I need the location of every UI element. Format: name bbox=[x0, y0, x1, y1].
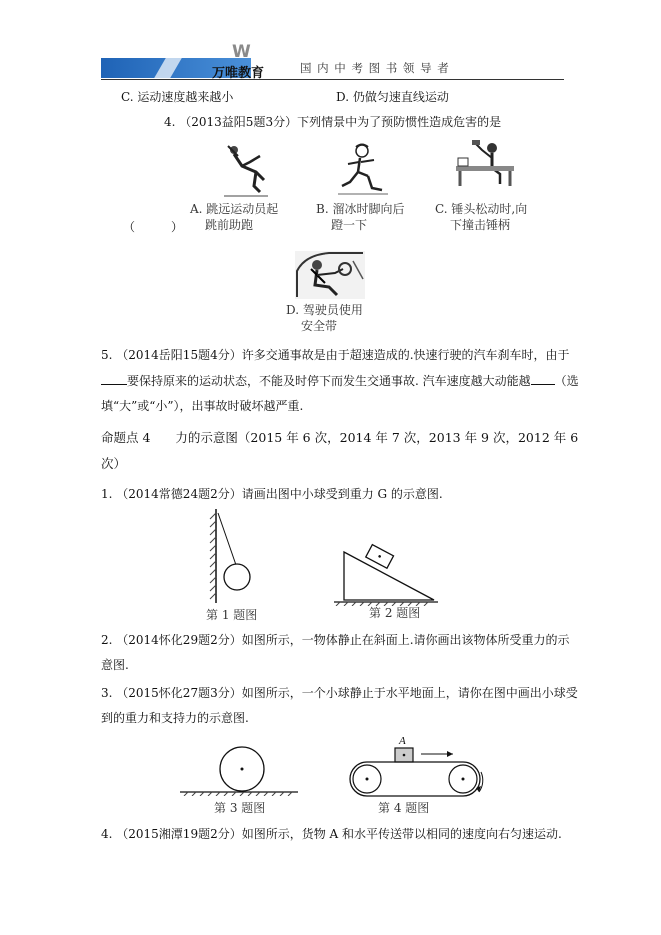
figure-1 bbox=[208, 509, 264, 605]
q3-option-c: C. 运动速度越来越小 bbox=[121, 90, 234, 104]
figure-1-caption: 第 1 题图 bbox=[206, 608, 258, 622]
q4-option-d-line1: D. 驾驶员使用 bbox=[286, 303, 363, 317]
q4-figure-c bbox=[452, 140, 522, 192]
q4-option-d-line2: 安全带 bbox=[301, 319, 338, 333]
p1-text: 1. （2014常德24题2分）请画出图中小球受到重力 G 的示意图. bbox=[101, 487, 443, 501]
q4-option-b-line1: B. 溜冰时脚向后 bbox=[316, 202, 405, 216]
p3-line1: 3. （2015怀化27题3分）如图所示，一个小球静止于水平地面上，请你在图中画出小球受 bbox=[101, 686, 578, 700]
q5-line2-text: 要保持原来的运动状态，不能及时停下而发生交通事故. 汽车速度越大动能越 bbox=[127, 374, 531, 388]
q4-option-c-line1: C. 锤头松动时,向 bbox=[435, 202, 528, 216]
section-heading: 命题点 4 力的示意图（2015 年 6 次，2014 年 7 次，2013 年 9 次，2012 年 6 bbox=[101, 430, 579, 445]
figure-4-caption: 第 4 题图 bbox=[378, 801, 430, 815]
header-slogan: 国 内 中 考 图 书 领 导 者 bbox=[300, 61, 450, 75]
q5-blank-1[interactable] bbox=[101, 384, 127, 385]
p3-line2: 到的重力和支持力的示意图. bbox=[101, 711, 249, 725]
q4-option-c-line2: 下撞击锤柄 bbox=[450, 218, 511, 232]
logo-mark: W bbox=[232, 42, 251, 62]
figure-3 bbox=[180, 740, 298, 796]
q4-option-a-line2: 跳前助跑 bbox=[205, 218, 254, 232]
q4-figure-b bbox=[338, 142, 388, 197]
q4-option-a-line1: A. 跳远运动员起 bbox=[190, 202, 279, 216]
q5-line2 bbox=[101, 374, 579, 388]
figure-2-caption: 第 2 题图 bbox=[369, 606, 421, 620]
figure-4 bbox=[345, 732, 485, 800]
figure-3-caption: 第 3 题图 bbox=[214, 801, 266, 815]
p2-line1: 2. （2014怀化29题2分）如图所示，一物体静止在斜面上.请你画出该物体所受重力的示 bbox=[101, 633, 570, 647]
q4-option-b-line2: 蹬一下 bbox=[331, 218, 368, 232]
q5-line3: 填“大”或“小”），出事故时破坏越严重. bbox=[101, 399, 304, 413]
p2-line2: 意图. bbox=[101, 658, 129, 672]
q4-figure-a bbox=[220, 142, 270, 197]
q4-figure-d bbox=[295, 251, 365, 299]
p4-text: 4. （2015湘潭19题2分）如图所示，货物 A 和水平传送带以相同的速度向右匀速运动. bbox=[101, 827, 562, 841]
q3-option-d: D. 仍做匀速直线运动 bbox=[336, 90, 449, 104]
brand-name: 万唯教育 bbox=[212, 66, 265, 81]
q5-blank-2[interactable] bbox=[531, 384, 555, 385]
q5-line2-end: （选 bbox=[554, 374, 579, 388]
section-heading-cont: 次） bbox=[101, 456, 127, 471]
figure-4-label: A bbox=[399, 735, 406, 747]
q4-paren: （ ） bbox=[123, 220, 184, 234]
header-line bbox=[101, 79, 564, 80]
q5-line1: 5. （2014岳阳15题4分）许多交通事故是由于超速造成的.快速行驶的汽车刹车时，由于 bbox=[101, 348, 570, 362]
q4-stem: 4. （2013益阳5题3分）下列情景中为了预防惯性造成危害的是 bbox=[164, 115, 502, 129]
figure-2 bbox=[330, 542, 438, 606]
